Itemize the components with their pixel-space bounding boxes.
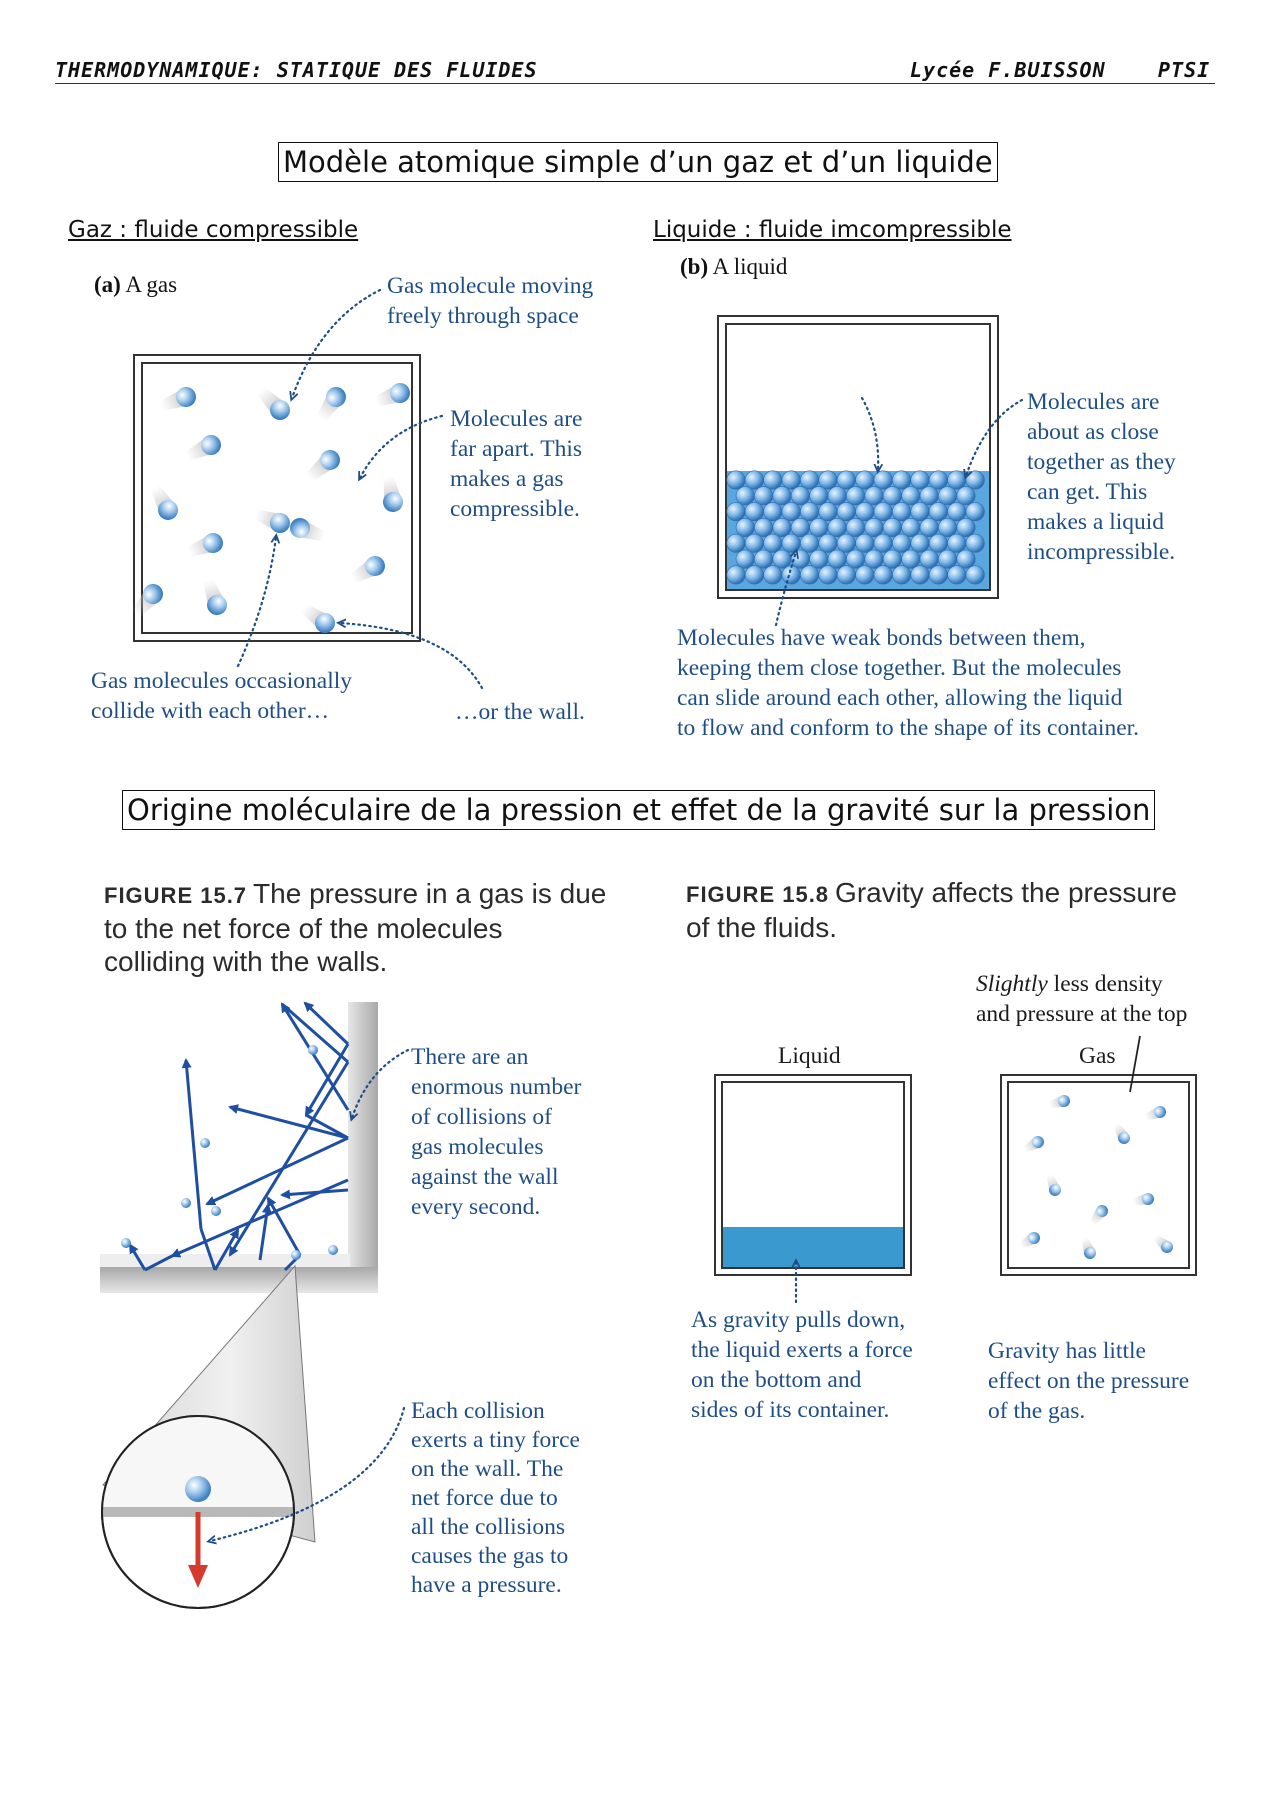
note-line: have a pressure. [411, 1572, 562, 1598]
liquid-molecule [902, 550, 920, 568]
collision-arrows [130, 1003, 348, 1270]
note-gas-wall: …or the wall. [455, 699, 585, 725]
liquid-container-gravity [715, 1075, 911, 1275]
note-line: can get. This [1027, 479, 1148, 505]
liquid-molecule [892, 566, 910, 584]
note-line: incompressible. [1027, 539, 1176, 565]
liquid-molecule [865, 487, 883, 505]
caption-line: of the fluids. [686, 912, 837, 943]
liquid-molecule [911, 534, 929, 552]
liquid-molecule [819, 502, 837, 520]
liquid-molecule [745, 534, 763, 552]
liquid-molecule [920, 518, 938, 536]
note-line: to flow and conform to the shape of its container. [677, 715, 1140, 741]
liquid-molecule [938, 518, 956, 536]
liquid-molecule [957, 550, 975, 568]
note-line: all the collisions [411, 1514, 566, 1540]
liquid-molecule [874, 502, 892, 520]
note-line: can slide around each other, allowing the liquid [677, 685, 1123, 711]
liquid-molecule [782, 502, 800, 520]
gas-heading: Gaz : fluide compressible [68, 217, 359, 243]
note-line: exerts a tiny force [411, 1427, 580, 1453]
liquid-molecule [727, 534, 745, 552]
fig158-number: FIGURE 15.8 [686, 882, 830, 907]
liquid-molecule [948, 534, 966, 552]
liquid-molecule [800, 502, 818, 520]
liquid-molecule [948, 471, 966, 489]
note-line: together as they [1027, 449, 1176, 475]
liquid-molecule [736, 550, 754, 568]
liquid-molecule [837, 471, 855, 489]
header-center: Lycée F.BUISSON [910, 58, 1106, 82]
note-top-rest: less density [1047, 971, 1163, 997]
liquid-molecule [892, 534, 910, 552]
liquid-molecule [883, 518, 901, 536]
note-line: sides of its container. [691, 1397, 890, 1423]
note-line: Gas molecules occasionally [91, 668, 353, 694]
liquid-molecule [800, 566, 818, 584]
liquid-molecule [856, 471, 874, 489]
caption-line: The pressure in a gas is due [253, 878, 607, 909]
liquid-molecule [920, 487, 938, 505]
note-line: on the bottom and [691, 1367, 862, 1393]
note-line: Molecules are [1027, 389, 1160, 415]
label-gas: Gas [1079, 1043, 1116, 1069]
liquid-molecule [938, 487, 956, 505]
note-line: keeping them close together. But the molecules [677, 655, 1122, 681]
note-line: gas molecules [411, 1134, 544, 1160]
liquid-molecule [856, 534, 874, 552]
liquid-molecule [736, 487, 754, 505]
liquid-molecule [800, 534, 818, 552]
liquid-molecule [874, 566, 892, 584]
fig157-number: FIGURE 15.7 [104, 883, 248, 908]
liquid-molecule [874, 534, 892, 552]
liquid-molecule [911, 471, 929, 489]
liquid-molecule [773, 487, 791, 505]
note-line: Molecules have weak bonds between them, [677, 625, 1086, 651]
liquid-panel-text: A liquid [712, 254, 788, 279]
section2-title: Origine moléculaire de la pression et effet de la gravité sur la pression [122, 790, 1155, 830]
liquid-molecule [911, 502, 929, 520]
liquid-molecule [745, 471, 763, 489]
liquid-panel-letter: (b) [680, 254, 709, 279]
liquid-molecule [929, 566, 947, 584]
note-line: Molecules are [450, 406, 583, 432]
liquid-molecule [754, 487, 772, 505]
note-line: Each collision [411, 1398, 545, 1424]
liquid-molecule [865, 518, 883, 536]
liquid-molecule [929, 471, 947, 489]
note-line: causes the gas to [411, 1543, 569, 1569]
liquid-molecule [966, 502, 984, 520]
liquid-molecule [966, 534, 984, 552]
liquid-molecule [754, 518, 772, 536]
liquid-molecule [791, 518, 809, 536]
note-line: far apart. This [450, 436, 583, 462]
liquid-molecule [902, 518, 920, 536]
note-line: enormous number [411, 1074, 582, 1100]
liquid-molecule [892, 502, 910, 520]
liquid-molecule [819, 471, 837, 489]
liquid-molecule [846, 487, 864, 505]
liquid-molecule [938, 550, 956, 568]
liquid-molecule [856, 502, 874, 520]
liquid-molecule [966, 471, 984, 489]
note-line: and pressure at the top [976, 1001, 1188, 1027]
note-line: against the wall [411, 1164, 559, 1190]
gas-panel-letter: (a) [94, 272, 121, 297]
liquid-molecules [727, 471, 985, 584]
note-line: of the gas. [988, 1398, 1086, 1424]
note-line: compressible. [450, 496, 580, 522]
note-line: net force due to [411, 1485, 558, 1511]
liquid-molecule [966, 566, 984, 584]
liquid-molecule [782, 471, 800, 489]
note-line: of collisions of [411, 1104, 552, 1130]
liquid-molecule [773, 550, 791, 568]
liquid-molecule [764, 566, 782, 584]
liquid-molecule [736, 518, 754, 536]
liquid-molecule [791, 487, 809, 505]
liquid-molecule [948, 566, 966, 584]
liquid-molecule [856, 566, 874, 584]
caption-line: to the net force of the molecules [104, 913, 503, 944]
liquid-molecule [810, 487, 828, 505]
liquid-molecule [764, 471, 782, 489]
note-line: As gravity pulls down, [691, 1307, 906, 1333]
liquid-molecule [837, 534, 855, 552]
header-right: PTSI [1158, 58, 1211, 82]
zoom-lens [102, 1266, 315, 1608]
liquid-molecule [846, 550, 864, 568]
caption-line: colliding with the walls. [104, 946, 388, 977]
liquid-molecule [754, 550, 772, 568]
note-line: makes a gas [450, 466, 564, 492]
gas-panel-text: A gas [125, 272, 178, 297]
note-line: the liquid exerts a force [691, 1337, 913, 1363]
caption-line: Gravity affects the pressure [835, 877, 1177, 908]
liquid-molecule [745, 502, 763, 520]
note-line: collide with each other… [91, 698, 330, 724]
liquid-molecule [837, 566, 855, 584]
note-line: freely through space [387, 303, 579, 329]
liquid-molecule [883, 487, 901, 505]
liquid-heading: Liquide : fluide imcompressible [653, 217, 1012, 243]
liquid-molecule [883, 550, 901, 568]
note-line: every second. [411, 1194, 541, 1220]
note-line: makes a liquid [1027, 509, 1165, 535]
section1-title: Modèle atomique simple d’un gaz et d’un liquide [278, 142, 998, 182]
note-line: Gravity has little [988, 1338, 1146, 1364]
liquid-molecule [911, 566, 929, 584]
liquid-molecule [929, 502, 947, 520]
note-line: about as close [1027, 419, 1159, 445]
note-line: There are an [411, 1044, 529, 1070]
liquid-molecule [828, 487, 846, 505]
liquid-molecule [764, 534, 782, 552]
label-liquid: Liquid [778, 1043, 841, 1069]
liquid-molecule [828, 518, 846, 536]
liquid-molecule [902, 487, 920, 505]
liquid-molecule [745, 566, 763, 584]
fig157-molecules [121, 1045, 338, 1260]
liquid-molecule [837, 502, 855, 520]
liquid-molecule [782, 566, 800, 584]
liquid-molecule [764, 502, 782, 520]
liquid-molecule [782, 534, 800, 552]
liquid-molecule [892, 471, 910, 489]
liquid-molecule [846, 518, 864, 536]
liquid-molecule [920, 550, 938, 568]
liquid-molecule [727, 471, 745, 489]
liquid-molecule [727, 566, 745, 584]
liquid-molecule [810, 518, 828, 536]
liquid-molecule [865, 550, 883, 568]
liquid-molecule [948, 502, 966, 520]
note-line: Gas molecule moving [387, 273, 594, 299]
liquid-molecule [810, 550, 828, 568]
liquid-molecule [727, 502, 745, 520]
liquid-molecule [874, 471, 892, 489]
liquid-molecule [957, 518, 975, 536]
liquid-molecule [957, 487, 975, 505]
liquid-molecule [819, 534, 837, 552]
liquid-molecule [800, 471, 818, 489]
liquid-molecule [773, 518, 791, 536]
note-top-em: Slightly [976, 971, 1048, 997]
liquid-molecule [819, 566, 837, 584]
header-left: THERMODYNAMIQUE: STATIQUE DES FLUIDES [55, 58, 538, 82]
note-line: effect on the pressure [988, 1368, 1190, 1394]
liquid-molecule [929, 534, 947, 552]
note-line: on the wall. The [411, 1456, 564, 1482]
liquid-molecule [828, 550, 846, 568]
